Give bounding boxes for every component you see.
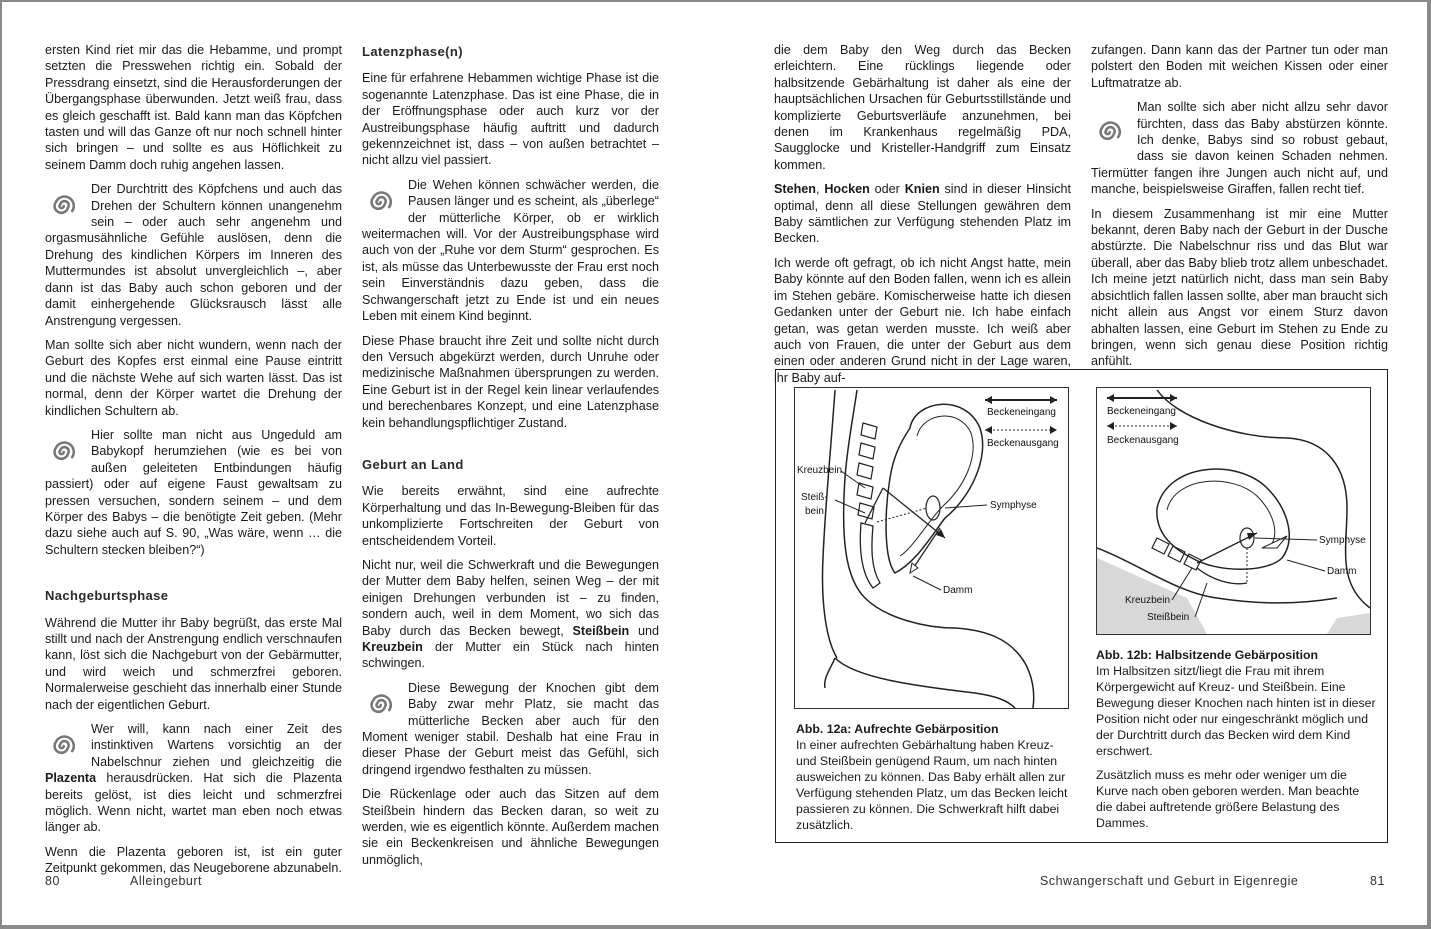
label-symphyse: Symphyse — [990, 500, 1037, 511]
caption-text: In einer aufrechten Gebärhaltung haben Kreuz- und Steißbein genügend Raum, um nach hinten ausweichen zu können. Das Baby erhält allen zur Verfügung stehenden Platz, um das Becken leicht passieren zu können. Die Schwerkraft hilft dabei zusätzlich. — [796, 738, 1068, 832]
paragraph: Wenn die Plazenta geboren ist, ist ein guter Zeitpunkt gekommen, das Neugeborene abzunabeln. — [45, 844, 342, 876]
column-1 — [45, 42, 342, 885]
paragraph: Wer will, kann nach einer Zeit des instinktiven Wartens vorsichtig an der Nabelschnur ziehen und gleichzeitig die Plazenta herausdrücken. Hat sich die Plazenta bereits gelöst, ist dies leicht und schmerzfrei möglich. Wenn nicht, wartet man eben noch etwas länger ab. — [45, 722, 342, 835]
paragraph: Hier sollte man nicht aus Ungeduld am Babykopf herumziehen (wie es bei von außen geleiteten Entbindungen häufig passiert) oder auf eigene Faust gewaltsam zu pressen versuchen, sondern seinem – und dem Körper des Babys – die benötigte Zeit geben. (Mehr dazu siehe auch auf S. 90, „Was wäre, wenn … die Schultern stecken bleiben?“) — [45, 427, 342, 557]
paragraph: Wie bereits erwähnt, sind eine aufrechte Körperhaltung und das In-Bewegung-Bleiben für das unkomplizierte Fortschreiten der Geburt von entscheidendem Vorteil. — [362, 484, 659, 548]
paragraph: Eine für erfahrene Hebammen wichtige Phase ist die sogenannte Latenzphase. Das ist eine Phase, die in der Eröffnungsphase oder auch kurz vor der Austreibungsphase häufig auftritt und dadurch gekennzeichnet ist, dass – von außen betrachtet – nicht allzu viel passiert. — [362, 71, 659, 168]
page-number-right: 81 — [1370, 874, 1385, 888]
label-steissbein: Steißbein — [1147, 612, 1190, 623]
label-beckenausgang: Beckenausgang — [1107, 435, 1179, 446]
running-head-left: Alleingeburt — [130, 874, 203, 888]
spiral-icon — [45, 435, 83, 471]
section-heading: Latenzphase(n) — [362, 44, 463, 59]
label-damm: Damm — [1327, 566, 1357, 577]
paragraph: Die Rückenlage oder auch das Sitzen auf dem Steißbein hindern das Becken daran, so weit zu werden, wie es eigentlich könnte. Außerdem machen sie ein Beckenkreisen und ähnliche Bewegungen unmöglich, — [362, 787, 659, 867]
spiral-icon — [362, 185, 400, 221]
label-kreuzbein: Kreuzbein — [1125, 595, 1171, 606]
paragraph: In diesem Zusammenhang ist mir eine Mutter bekannt, deren Baby nach der Geburt in der Dusche abstürzte. Die Nabelschnur riss und das Blut war überall, aber das Baby blieb trotz allem unbeschadet. Ich meine jetzt natürlich nicht, dass man sein Baby absichtlich fallen lassen sollte, aber man braucht sich nicht allein aus Angst vor einem Sturz davon abhalten lassen, eine Geburt im Stehen zu Ende zu bringen, wenn sich genau diese Position richtig anfühlt. — [1091, 206, 1388, 369]
figure-12a-illustration — [794, 387, 1069, 709]
caption-title: Abb. 12a: Aufrechte Gebärposition — [796, 722, 999, 736]
label-kreuzbein: Kreuzbein — [797, 465, 843, 476]
column-3 — [774, 42, 1071, 394]
spiral-icon — [1091, 115, 1129, 151]
label-steissbein: Steiß- — [801, 492, 828, 503]
book-spread — [2, 2, 1427, 925]
figure-box — [775, 369, 1388, 843]
label-symphyse: Symphyse — [1319, 535, 1366, 546]
paragraph: Nicht nur, weil die Schwerkraft und die Bewegungen der Mutter dem Baby helfen, seinen Weg – der mit einigen Drehungen verbunden ist – zu finden, sondern auch, weil in dem Moment, wo sich das Baby durch das Becken bewegt, Steißbein und Kreuzbein der Mutter ein Stück nach hinten schwingen. — [362, 557, 659, 671]
label-damm: Damm — [943, 585, 973, 596]
spiral-icon — [45, 189, 83, 225]
running-head-right: Schwangerschaft und Geburt in Eigenregie — [1040, 874, 1299, 888]
paragraph: Man sollte sich aber nicht wundern, wenn nach der Geburt des Kopfes erst einmal eine Pause eintritt und die nächste Wehe auf sich warten lässt. Das ist normal, denn der Körper wartet die Drehung der kindlichen Schultern ab. — [45, 337, 342, 418]
section-heading: Nachgeburtsphase — [45, 588, 169, 604]
paragraph: Diese Bewegung der Knochen gibt dem Baby zwar mehr Platz, sie macht das mütterliche Becken aber auch für den Moment weniger stabil. Deshalb hat eine Frau in dieser Phase der Geburt meist das Gefühl, sich dringend irgendwo festhalten zu müssen. — [362, 680, 659, 777]
label-steissbein: bein — [805, 506, 824, 517]
paragraph: Stehen, Hocken oder Knien sind in dieser Hinsicht optimal, denn all diese Stellungen gewähren dem Baby sämtlichen zur Verfügung stehenden Platz im Becken. — [774, 182, 1071, 246]
paragraph: Der Durchtritt des Köpfchens und auch das Drehen der Schultern können unangenehm sein – oder auch sehr angenehm und orgasmusähnliche Gefühle auslösen, denn die Drehung des kindlichen Körpers im Inneren des Muttermundes ist absolut unvergleichlich –, aber dann ist das Baby auch schon geboren und der damit einhergehende Glücksrausch lässt alle Anstrengung vergessen. — [45, 182, 342, 328]
paragraph: Diese Phase braucht ihre Zeit und sollte nicht durch den Versuch abgekürzt werden, durch Unruhe oder medizinische Maßnahmen übersprungen zu werden. Eine Geburt ist in der Regel kein linear verlaufendes und berechenbares Konzept, und eine Latenzphase kein behandlungspflichtiger Zustand. — [362, 333, 659, 430]
figure-12b-caption — [1096, 647, 1376, 839]
label-beckeneingang: Beckeneingang — [987, 407, 1056, 418]
figure-12b-illustration — [1096, 387, 1371, 635]
column-4 — [1091, 42, 1388, 378]
paragraph: Die Wehen können schwächer werden, die Pausen länger und es scheint, als „überlege“ der mütterliche Körper, ob er wirklich weitermachen will. Vor der Austreibungsphase wird auch von der „Ruhe vor dem Sturm“ gesprochen. Es ist, als müsse das Unterbewusste der Frau erst noch sein Einverständnis dazu geben, dass die Schwangerschaft jetzt zu Ende ist und ein neues Leben mit einem Kind beginnt. — [362, 177, 659, 324]
figure-12a-caption — [796, 721, 1076, 833]
paragraph: die dem Baby den Weg durch das Becken erleichtern. Eine rücklings liegende oder halbsitzende Gebärhaltung ist daher als eine der hauptsächlichen Ursachen für Geburtsstillstände und komplizierte Geburtsverläufe anzunehmen, bei denen im Krankenhaus regelmäßig PDA, Saugglocke und Kristeller-Handgriff zum Einsatz kommen. — [774, 43, 1071, 172]
paragraph: Man sollte sich aber nicht allzu sehr davor fürchten, dass das Baby abstürzen könnte. Ich denke, Babys sind so robust gebaut, dass sie davon keinen Schaden nehmen. Tiermütter fangen ihre Jungen auch nicht auf, und manche, beispielsweise Giraffen, fallen recht tief. — [1091, 100, 1388, 197]
label-beckeneingang: Beckeneingang — [1107, 406, 1176, 417]
paragraph: Während die Mutter ihr Baby begrüßt, das erste Mal stillt und nach der Anstrengung endlich verschnaufen kann, löst sich die Nachgeburt von der Gebärmutter, und wird weich und schmerzfrei geboren. Normalerweise geschieht das innerhalb einer Stunde nach der eigentlichen Geburt. — [45, 615, 342, 712]
caption-text: Zusätzlich muss es mehr oder weniger um die Kurve nach oben geboren werden. Man beachte die dabei auftretende größere Belastung des Dammes. — [1096, 768, 1360, 830]
caption-title: Abb. 12b: Halbsitzende Gebärposition — [1096, 648, 1319, 662]
paragraph: zufangen. Dann kann das der Partner tun oder man polstert den Boden mit weichen Kissen oder einer Luftmatratze ab. — [1091, 43, 1388, 90]
spiral-icon — [362, 688, 400, 724]
paragraph: Ich werde oft gefragt, ob ich nicht Angst hatte, mein Baby könnte auf den Boden fallen, wenn ich es allein im Stehen gebäre. Komischerweise hatte ich diesen Gedanken unter der Geburt nie. Ich habe einfach getan, was getan werden musste. Ich weiß aber auch von Frauen, die unter der Geburt aus dem einen oder anderen Grund nicht in der Lage waren, ihr Baby auf- — [774, 255, 1071, 385]
section-heading: Geburt an Land — [362, 456, 464, 472]
spiral-icon — [45, 729, 83, 765]
label-beckenausgang: Beckenausgang — [987, 438, 1059, 449]
caption-text: Im Halbsitzen sitzt/liegt die Frau mit ihrem Körpergewicht auf Kreuz- und Steißbein. Eine Bewegung dieser Knochen nach hinten ist in dieser Position nicht oder nur eingeschränkt möglich und der Durchtritt durch das Becken wird dem Kind erschwert. — [1096, 664, 1376, 758]
paragraph: ersten Kind riet mir das die Hebamme, und prompt setzten die Presswehen richtig ein. Sobald der Pressdrang einsetzt, sind die Herausforderungen der Übergangsphase überwunden. Jetzt weiß frau, dass es gleich geschafft ist. Bald kann man das Köpfchen tasten und will das Ganze oft nur noch schnell hinter sich bringen – und sollte es aus Höflichkeit zu seinem Damm doch ruhig angehen lassen. — [45, 43, 342, 172]
page-number-left: 80 — [45, 874, 60, 888]
column-2 — [362, 42, 659, 876]
